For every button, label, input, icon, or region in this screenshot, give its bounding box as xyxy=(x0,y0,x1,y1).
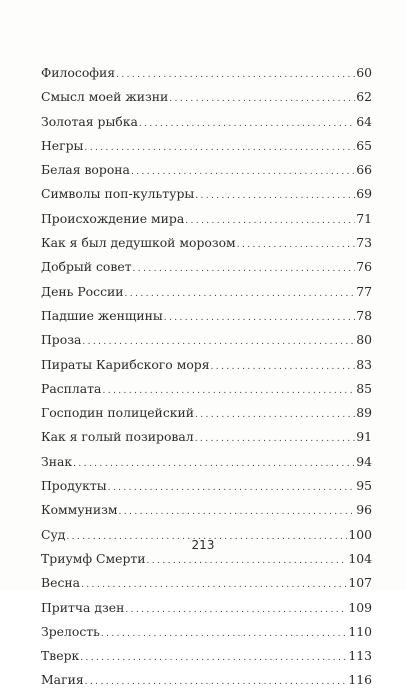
toc-entry-title: Негры xyxy=(41,137,84,153)
toc-entry xyxy=(41,61,372,85)
toc-entry xyxy=(41,620,372,644)
toc-entry-title: Продукты xyxy=(41,478,107,494)
dot-leader xyxy=(85,670,348,694)
toc-entry xyxy=(41,110,372,134)
toc-entry xyxy=(41,207,372,231)
toc-entry xyxy=(41,377,372,401)
toc-entry-page: 77 xyxy=(356,283,372,299)
dot-leader xyxy=(185,209,355,233)
toc-entry-page: 71 xyxy=(356,210,372,226)
toc-entry-title: Пираты Карибского моря xyxy=(41,356,210,372)
toc-entry-page: 107 xyxy=(348,575,372,591)
toc-entry xyxy=(41,353,372,377)
dot-leader xyxy=(108,476,356,500)
toc-entry-title: Притча дзен xyxy=(41,599,125,615)
toc-entry-title: Проза xyxy=(41,332,82,348)
toc-entry-page: 110 xyxy=(348,623,372,639)
toc-entry-title: Добрый совет xyxy=(41,259,132,275)
toc-entry xyxy=(41,401,372,425)
toc-entry xyxy=(41,85,372,109)
dot-leader xyxy=(195,184,355,208)
dot-leader xyxy=(125,598,347,622)
toc-entry-title: Суд xyxy=(41,526,66,542)
dot-leader xyxy=(84,136,355,160)
toc-entry-title: Триумф Смерти xyxy=(41,550,146,566)
toc-entry xyxy=(41,596,372,620)
dot-leader xyxy=(195,427,356,451)
dot-leader xyxy=(82,330,355,354)
toc-entry-page: 95 xyxy=(356,478,372,494)
dot-leader xyxy=(73,452,355,476)
toc-entry xyxy=(41,644,372,668)
dot-leader xyxy=(164,306,355,330)
toc-entry xyxy=(41,182,372,206)
dot-leader xyxy=(211,355,356,379)
toc-entry-page: 100 xyxy=(348,526,372,542)
toc-entry-page: 113 xyxy=(348,648,372,664)
toc-entry xyxy=(41,158,372,182)
dot-leader xyxy=(169,87,355,111)
toc-entry-page: 60 xyxy=(356,65,372,80)
toc-entry xyxy=(41,668,372,692)
toc-entry-page: 62 xyxy=(356,89,372,105)
toc-entry-title: Как я голый позировал xyxy=(41,429,194,445)
toc-entry xyxy=(41,280,372,304)
toc-entry xyxy=(41,328,372,352)
toc-entry-page: 76 xyxy=(356,259,372,275)
toc-entry-title: Господин полицейский xyxy=(41,405,195,421)
dot-leader xyxy=(125,282,356,306)
toc-entry-title: Падшие женщины xyxy=(41,307,163,323)
toc-entry-page: 91 xyxy=(356,429,372,445)
dot-leader xyxy=(139,112,355,136)
page-number: 213 xyxy=(191,538,215,552)
toc-entry xyxy=(41,255,372,279)
dot-leader xyxy=(102,379,355,403)
toc-entry-page: 116 xyxy=(348,672,372,688)
toc-entry-title: Магия xyxy=(41,672,84,688)
toc-entry-page: 85 xyxy=(356,380,372,396)
toc-entry-title: Философия xyxy=(41,65,116,80)
toc-entry-page: 89 xyxy=(356,405,372,421)
toc-entry xyxy=(41,231,372,255)
toc-entry-page: 80 xyxy=(356,332,372,348)
toc-entry-page: 78 xyxy=(356,307,372,323)
toc-entry-title: День России xyxy=(41,283,124,299)
toc-entry xyxy=(41,474,372,498)
toc-entry-page: 66 xyxy=(356,162,372,178)
toc-entry-title: Смысл моей жизни xyxy=(41,89,169,105)
toc-entry-page: 65 xyxy=(356,137,372,153)
toc-entry xyxy=(41,498,372,522)
toc-entry-page: 73 xyxy=(356,235,372,251)
toc-entry-page: 94 xyxy=(356,453,372,469)
toc-entry-page: 64 xyxy=(356,113,372,129)
toc-entry-title: Как я был дедушкой морозом xyxy=(41,235,236,251)
toc-entry-title: Золотая рыбка xyxy=(41,113,138,129)
dot-leader xyxy=(101,622,347,646)
toc-entry xyxy=(41,450,372,474)
toc-entry-title: Знак xyxy=(41,453,73,469)
toc-entry xyxy=(41,134,372,158)
toc-entry xyxy=(41,425,372,449)
dot-leader xyxy=(195,403,355,427)
toc-entry-page: 69 xyxy=(356,186,372,202)
dot-leader xyxy=(133,257,356,281)
dot-leader xyxy=(119,500,356,524)
toc-entry-page: 96 xyxy=(356,502,372,518)
toc-entry-title: Белая ворона xyxy=(41,162,130,178)
dot-leader xyxy=(81,573,347,597)
dot-leader xyxy=(80,646,347,670)
table-of-contents xyxy=(41,61,372,693)
dot-leader xyxy=(131,160,355,184)
toc-entry-page: 104 xyxy=(348,550,372,566)
dot-leader xyxy=(147,549,348,573)
toc-entry-title: Символы поп-культуры xyxy=(41,186,195,202)
toc-entry xyxy=(41,304,372,328)
dot-leader xyxy=(116,63,355,87)
toc-entry-title: Зрелость xyxy=(41,623,100,639)
toc-entry xyxy=(41,571,372,595)
toc-entry-page: 83 xyxy=(356,356,372,372)
toc-entry-title: Расплата xyxy=(41,380,102,396)
dot-leader xyxy=(237,233,356,257)
toc-entry-title: Коммунизм xyxy=(41,502,118,518)
toc-entry-title: Тверк xyxy=(41,648,80,664)
toc-entry-title: Происхождение мира xyxy=(41,210,185,226)
toc-entry-title: Весна xyxy=(41,575,81,591)
toc-entry-page: 109 xyxy=(348,599,372,615)
